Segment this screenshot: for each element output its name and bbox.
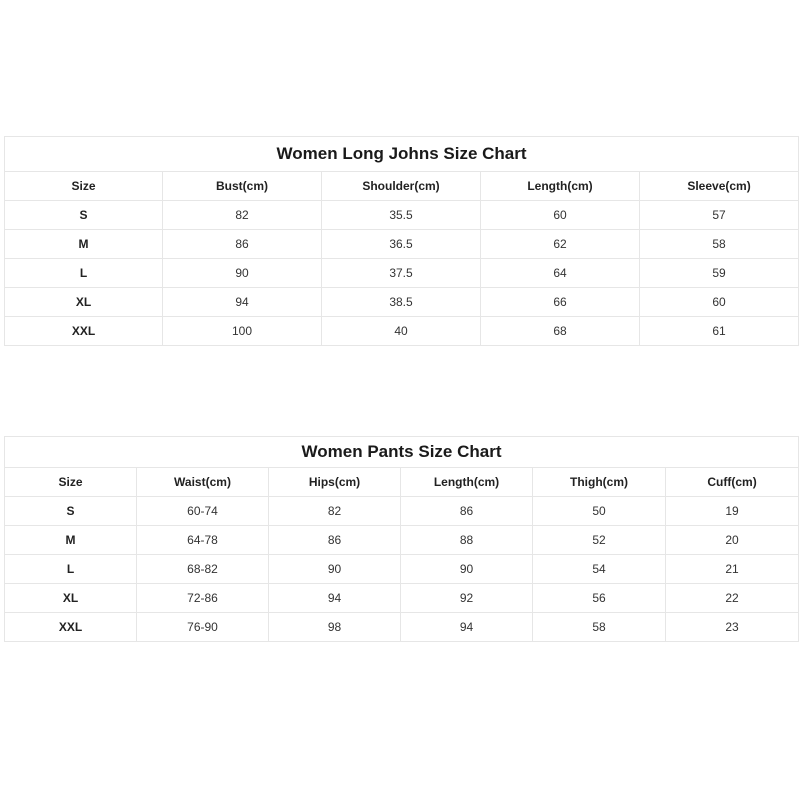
size-cell: M bbox=[5, 230, 163, 259]
size-cell: S bbox=[5, 497, 137, 526]
size-cell: XL bbox=[5, 288, 163, 317]
size-cell: L bbox=[5, 555, 137, 584]
table-row bbox=[5, 259, 799, 288]
column-header-bust: Bust(cm) bbox=[163, 172, 322, 201]
thigh-cell: 54 bbox=[533, 555, 666, 584]
waist-cell: 60-74 bbox=[137, 497, 269, 526]
hips-cell: 90 bbox=[269, 555, 401, 584]
bust-cell: 82 bbox=[163, 201, 322, 230]
sleeve-cell: 59 bbox=[640, 259, 799, 288]
long-johns-table-title: Women Long Johns Size Chart bbox=[5, 137, 799, 172]
shoulder-cell: 35.5 bbox=[322, 201, 481, 230]
hips-cell: 98 bbox=[269, 613, 401, 642]
length-cell: 88 bbox=[401, 526, 533, 555]
shoulder-cell: 40 bbox=[322, 317, 481, 346]
column-header-thigh: Thigh(cm) bbox=[533, 468, 666, 497]
long-johns-header-row bbox=[5, 172, 799, 201]
length-cell: 60 bbox=[481, 201, 640, 230]
cuff-cell: 19 bbox=[666, 497, 799, 526]
thigh-cell: 58 bbox=[533, 613, 666, 642]
waist-cell: 64-78 bbox=[137, 526, 269, 555]
sleeve-cell: 57 bbox=[640, 201, 799, 230]
length-cell: 64 bbox=[481, 259, 640, 288]
length-cell: 66 bbox=[481, 288, 640, 317]
column-header-waist: Waist(cm) bbox=[137, 468, 269, 497]
size-cell: S bbox=[5, 201, 163, 230]
waist-cell: 76-90 bbox=[137, 613, 269, 642]
hips-cell: 94 bbox=[269, 584, 401, 613]
waist-cell: 72-86 bbox=[137, 584, 269, 613]
column-header-length: Length(cm) bbox=[401, 468, 533, 497]
table-row bbox=[5, 201, 799, 230]
table-row bbox=[5, 584, 799, 613]
pants-size-table bbox=[4, 436, 799, 642]
column-header-size: Size bbox=[5, 172, 163, 201]
table-row bbox=[5, 497, 799, 526]
long-johns-title-row bbox=[5, 137, 799, 172]
table-row bbox=[5, 317, 799, 346]
cuff-cell: 20 bbox=[666, 526, 799, 555]
size-cell: XXL bbox=[5, 613, 137, 642]
size-cell: XXL bbox=[5, 317, 163, 346]
table-row bbox=[5, 230, 799, 259]
length-cell: 92 bbox=[401, 584, 533, 613]
cuff-cell: 22 bbox=[666, 584, 799, 613]
column-header-shoulder: Shoulder(cm) bbox=[322, 172, 481, 201]
thigh-cell: 56 bbox=[533, 584, 666, 613]
size-cell: XL bbox=[5, 584, 137, 613]
column-header-size: Size bbox=[5, 468, 137, 497]
shoulder-cell: 38.5 bbox=[322, 288, 481, 317]
length-cell: 86 bbox=[401, 497, 533, 526]
table-row bbox=[5, 613, 799, 642]
table-row bbox=[5, 526, 799, 555]
long-johns-size-table bbox=[4, 136, 799, 346]
sleeve-cell: 60 bbox=[640, 288, 799, 317]
table-row bbox=[5, 555, 799, 584]
waist-cell: 68-82 bbox=[137, 555, 269, 584]
column-header-length: Length(cm) bbox=[481, 172, 640, 201]
sleeve-cell: 58 bbox=[640, 230, 799, 259]
hips-cell: 86 bbox=[269, 526, 401, 555]
hips-cell: 82 bbox=[269, 497, 401, 526]
size-cell: L bbox=[5, 259, 163, 288]
sleeve-cell: 61 bbox=[640, 317, 799, 346]
column-header-sleeve: Sleeve(cm) bbox=[640, 172, 799, 201]
shoulder-cell: 36.5 bbox=[322, 230, 481, 259]
size-cell: M bbox=[5, 526, 137, 555]
cuff-cell: 23 bbox=[666, 613, 799, 642]
table-row bbox=[5, 288, 799, 317]
bust-cell: 100 bbox=[163, 317, 322, 346]
cuff-cell: 21 bbox=[666, 555, 799, 584]
column-header-cuff: Cuff(cm) bbox=[666, 468, 799, 497]
thigh-cell: 52 bbox=[533, 526, 666, 555]
length-cell: 62 bbox=[481, 230, 640, 259]
length-cell: 94 bbox=[401, 613, 533, 642]
bust-cell: 90 bbox=[163, 259, 322, 288]
column-header-hips: Hips(cm) bbox=[269, 468, 401, 497]
bust-cell: 94 bbox=[163, 288, 322, 317]
bust-cell: 86 bbox=[163, 230, 322, 259]
pants-header-row bbox=[5, 468, 799, 497]
length-cell: 68 bbox=[481, 317, 640, 346]
pants-title-row bbox=[5, 437, 799, 468]
length-cell: 90 bbox=[401, 555, 533, 584]
shoulder-cell: 37.5 bbox=[322, 259, 481, 288]
pants-table-title: Women Pants Size Chart bbox=[5, 437, 799, 468]
thigh-cell: 50 bbox=[533, 497, 666, 526]
